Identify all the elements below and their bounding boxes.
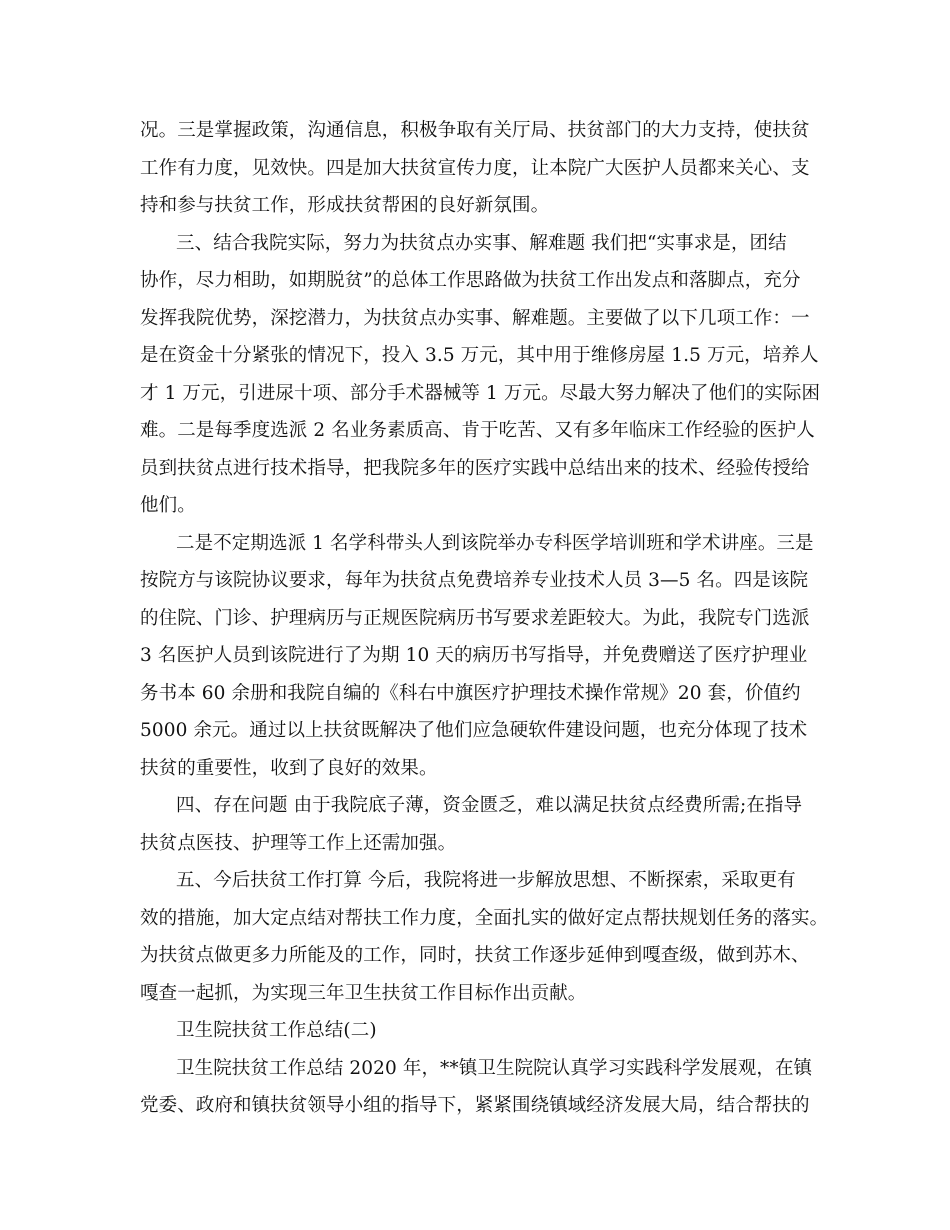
- text-line: 为扶贫点做更多力所能及的工作，同时，扶贫工作逐步延伸到嘎查级，做到苏木、: [140, 945, 810, 966]
- text-line: 按院方与该院协议要求，每年为扶贫点免费培养专业技术人员 3—5 名。四是该院: [140, 570, 809, 591]
- text-line: 况。三是掌握政策，沟通信息，积极争取有关厅局、扶贫部门的大力支持，使扶贫: [140, 120, 810, 141]
- text-line: 党委、政府和镇扶贫领导小组的指导下，紧紧围绕镇域经济发展大局，结合帮扶的: [140, 1095, 810, 1116]
- text-line: 效的措施，加大定点结对帮扶工作力度，全面扎实的做好定点帮扶规划任务的落实。: [140, 908, 829, 929]
- paragraph-start: 五、今后扶贫工作打算 今后，我院将进一步解放思想、不断探索，采取更有: [176, 870, 796, 891]
- paragraph-start: 卫生院扶贫工作总结 2020 年，**镇卫生院院认真学习实践科学发展观，在镇: [176, 1058, 813, 1079]
- text-line: 务书本 60 余册和我院自编的《科右中旗医疗护理技术操作常规》20 套，价值约: [140, 683, 801, 704]
- text-line: 的住院、门诊、护理病历与正规医院病历书写要求差距较大。为此，我院专门选派: [140, 608, 810, 629]
- text-line: 5000 余元。通过以上扶贫既解决了他们应急硬软件建设问题，也充分体现了技术: [140, 720, 808, 741]
- text-line: 3 名医护人员到该院进行了为期 10 天的病历书写指导，并免费赠送了医疗护理业: [140, 645, 808, 666]
- text-line: 协作，尽力相助，如期脱贫”的总体工作思路做为扶贫工作出发点和落脚点，充分: [140, 270, 801, 291]
- text-line: 难。二是每季度选派 2 名业务素质高、肯于吃苦、又有多年临床工作经验的医护人: [140, 420, 815, 441]
- text-line: 发挥我院优势，深挖潜力，为扶贫点办实事、解难题。主要做了以下几项工作：一: [140, 308, 810, 329]
- text-line: 才 1 万元，引进尿十项、部分手术器械等 1 万元。尽最大努力解决了他们的实际困: [140, 383, 821, 404]
- text-line: 扶贫点医技、护理等工作上还需加强。: [140, 833, 457, 854]
- text-line: 扶贫的重要性，收到了良好的效果。: [140, 758, 438, 779]
- text-line: 他们。: [140, 495, 196, 516]
- text-line: 是在资金十分紧张的情况下，投入 3.5 万元，其中用于维修房屋 1.5 万元，培养人: [140, 345, 819, 366]
- text-line: 工作有力度，见效快。四是加大扶贫宣传力度，让本院广大医护人员都来关心、支: [140, 158, 810, 179]
- text-line: 嘎查一起抓，为实现三年卫生扶贫工作目标作出贡献。: [140, 983, 587, 1004]
- paragraph-start: 三、结合我院实际，努力为扶贫点办实事、解难题 我们把“实事求是，团结: [176, 233, 787, 254]
- section-heading: 卫生院扶贫工作总结(二): [176, 1020, 377, 1041]
- paragraph-start: 二是不定期选派 1 名学科带头人到该院举办专科医学培训班和学术讲座。三是: [176, 533, 814, 554]
- text-line: 员到扶贫点进行技术指导，把我院多年的医疗实践中总结出来的技术、经验传授给: [140, 458, 810, 479]
- text-line: 持和参与扶贫工作，形成扶贫帮困的良好新氛围。: [140, 195, 550, 216]
- paragraph-start: 四、存在问题 由于我院底子薄，资金匮乏，难以满足扶贫点经费所需;在指导: [176, 795, 803, 816]
